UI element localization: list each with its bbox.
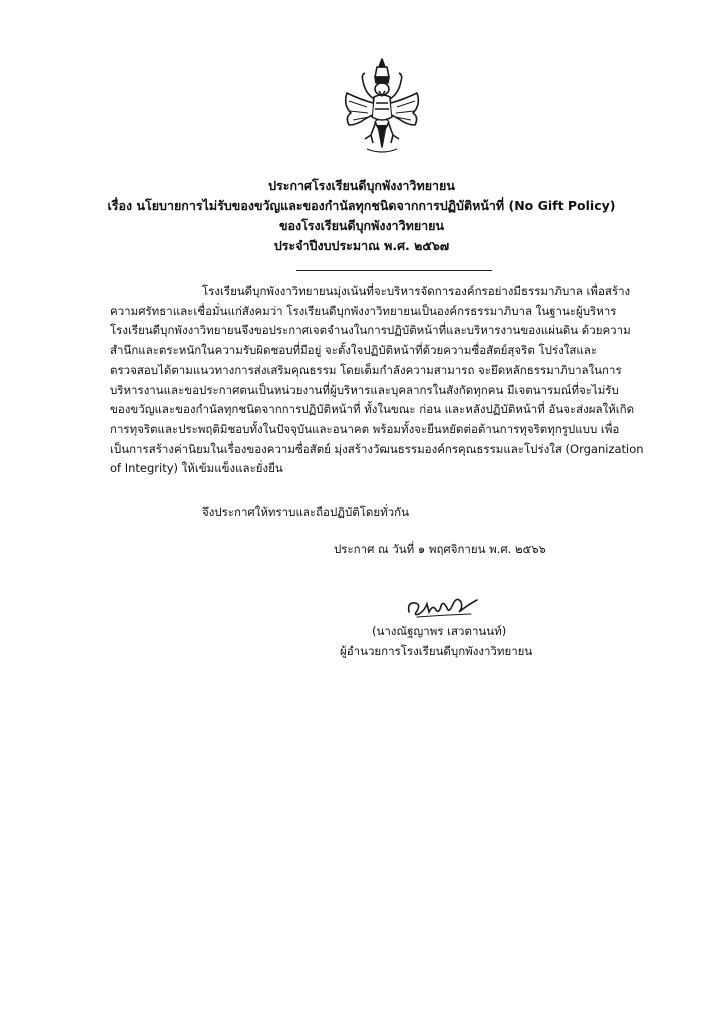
policy-paragraph bbox=[110, 282, 662, 479]
garuda-emblem-icon bbox=[337, 55, 427, 155]
paragraph-line: of Integrity) ให้เข้มแข็งและยั่งยืน bbox=[110, 461, 283, 476]
title-line: ประกาศโรงเรียนดีบุกพังงาวิทยายน bbox=[268, 178, 455, 193]
paragraph-line: บริหารงานและขอประกาศตนเป็นหน่วยงานที่ผู้บริหารและบุคลากรในสังกัดทุกคน มีเจตนารมณ์ที่จะไม่รับ bbox=[110, 382, 619, 397]
title-line: ของโรงเรียนดีบุกพังงาวิทยายน bbox=[278, 218, 445, 233]
signer-title: ผู้อำนวยการโรงเรียนดีบุกพังงาวิทยายน bbox=[340, 644, 533, 658]
paragraph-line: สำนึกและตระหนักในความรับผิดชอบที่มีอยู่ จะตั้งใจปฏิบัติหน้าที่ด้วยความซื่อสัตย์สุจริต โปร่งใสและ bbox=[110, 343, 597, 358]
title-divider bbox=[296, 270, 492, 271]
paragraph-line: โรงเรียนดีบุกพังงาวิทยายนมุ่งเน้นที่จะบริหารจัดการองค์กรอย่างมีธรรมาภิบาล เพื่อสร้าง bbox=[202, 284, 631, 298]
paragraph-line: เป็นการสร้างค่านิยมในเรื่องของความซื่อสัตย์ มุ่งสร้างวัฒนธรรมองค์กรคุณธรรมและโปร่งใส (Organization bbox=[110, 441, 644, 456]
paragraph-line: ของขวัญและของกำนัลทุกชนิดจากการปฏิบัติหน้าที่ ทั้งในขณะ ก่อน และหลังปฏิบัติหน้าที่ อันจะส่งผลให้เกิด bbox=[110, 402, 635, 417]
title-line: เรื่อง นโยบายการไม่รับของขวัญและของกำนัลทุกชนิดจากการปฏิบัติหน้าที่ (No Gift Policy) bbox=[107, 198, 616, 213]
title-line: ประจำปีงบประมาณ พ.ศ. ๒๕๖๗ bbox=[273, 238, 450, 253]
paragraph-line: โรงเรียนดีบุกพังงาวิทยายนจึงขอประกาศเจตจำนงในการปฏิบัติหน้าที่และบริหารงานของแผ่นดิน ด้วยความ bbox=[110, 323, 631, 338]
handwritten-signature bbox=[403, 592, 483, 622]
signer-name: (นางณัฐญาพร เสวตานนท์) bbox=[372, 624, 507, 638]
paragraph-line: การทุจริตและประพฤติมิชอบทั้งในปัจจุบันและอนาคต พร้อมทั้งจะยืนหยัดต่อต้านการทุจริตทุกรูปแบบ เพื่อ bbox=[110, 421, 620, 436]
paragraph-line: ตรวจสอบได้ตามแนวทางการส่งเสริมคุณธรรม โดยเต็มกำลังความสามารถ จะยึดหลักธรรมาภิบาลในการ bbox=[110, 362, 622, 377]
notice-line: จึงประกาศให้ทราบและถือปฏิบัติโดยทั่วกัน bbox=[202, 505, 409, 519]
paragraph-line: ความศรัทธาและเชื่อมั่นแก่สังคมว่า โรงเรียนดีบุกพังงาวิทยายนเป็นองค์กรธรรมาภิบาล ในฐานะผู้บริหาร bbox=[110, 303, 617, 318]
announcement-title bbox=[60, 176, 663, 256]
announcement-date: ประกาศ ณ วันที่ ๑ พฤศจิกายน พ.ศ. ๒๕๖๖ bbox=[334, 542, 546, 556]
